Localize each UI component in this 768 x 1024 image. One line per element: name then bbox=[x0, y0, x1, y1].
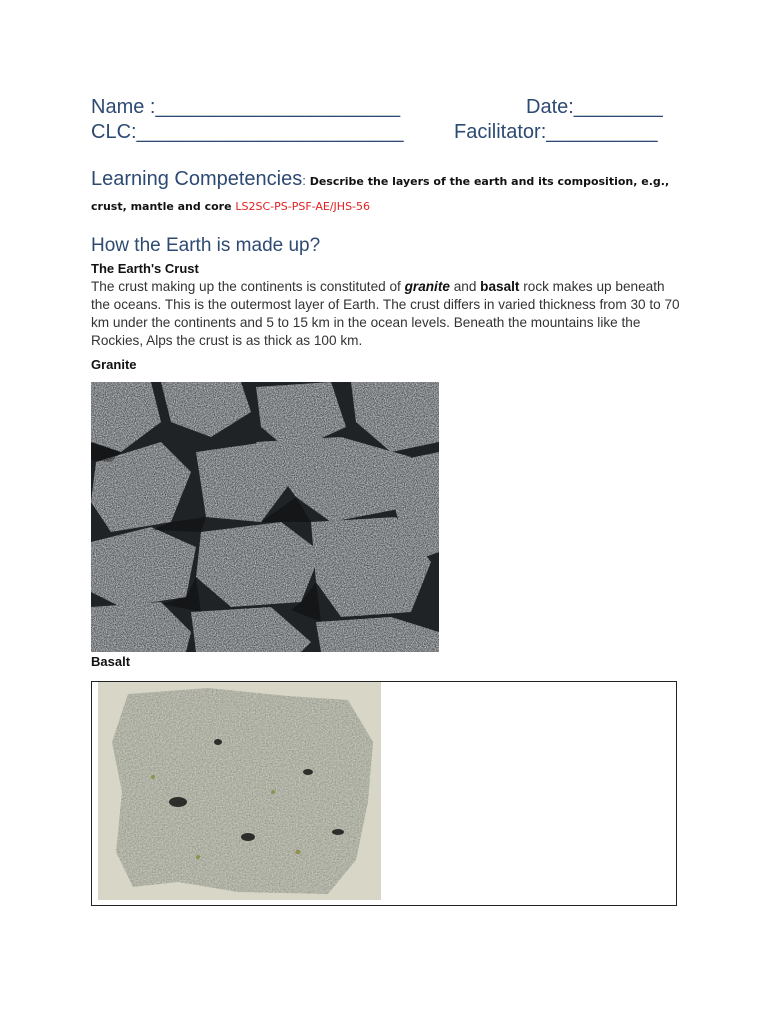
basalt-photo bbox=[98, 682, 381, 900]
name-field-label: Name :______________________ bbox=[91, 96, 401, 118]
competencies-description: Describe the layers of the earth and its composition, e.g., crust, mantle and core bbox=[91, 175, 670, 213]
learning-competencies bbox=[91, 167, 691, 219]
granite-label: Granite bbox=[91, 357, 137, 372]
para-granite: granite bbox=[404, 279, 450, 294]
para-text-1: The crust making up the continents is constituted of bbox=[91, 279, 405, 294]
section-heading: How the Earth is made up? bbox=[91, 235, 321, 256]
para-text-3: rock makes up beneath the oceans. This is the outermost layer of Earth. The crust differs in varied thickness from 30 to 70 km under the continents and 5 to 15 km in the ocean levels. Beneath the mountains like the Rockies, Alps the crust is as thick as 100 km. bbox=[91, 279, 680, 348]
competency-code: LS2SC-PS-PSF-AE/JHS-56 bbox=[235, 200, 371, 213]
clc-field-label: CLC:________________________ bbox=[91, 121, 404, 143]
crust-subheading: The Earth's Crust bbox=[91, 261, 199, 276]
facilitator-field-label: Facilitator:__________ bbox=[454, 121, 658, 143]
competencies-colon: : bbox=[302, 173, 306, 188]
para-text-2: and bbox=[449, 279, 481, 294]
granite-photo bbox=[91, 382, 439, 652]
basalt-figure-frame bbox=[91, 681, 677, 906]
basalt-label: Basalt bbox=[91, 654, 131, 669]
para-basalt: basalt bbox=[480, 279, 520, 294]
competencies-title: Learning Competencies bbox=[91, 168, 303, 190]
date-field-label: Date:________ bbox=[526, 96, 663, 118]
crust-paragraph bbox=[91, 278, 681, 350]
